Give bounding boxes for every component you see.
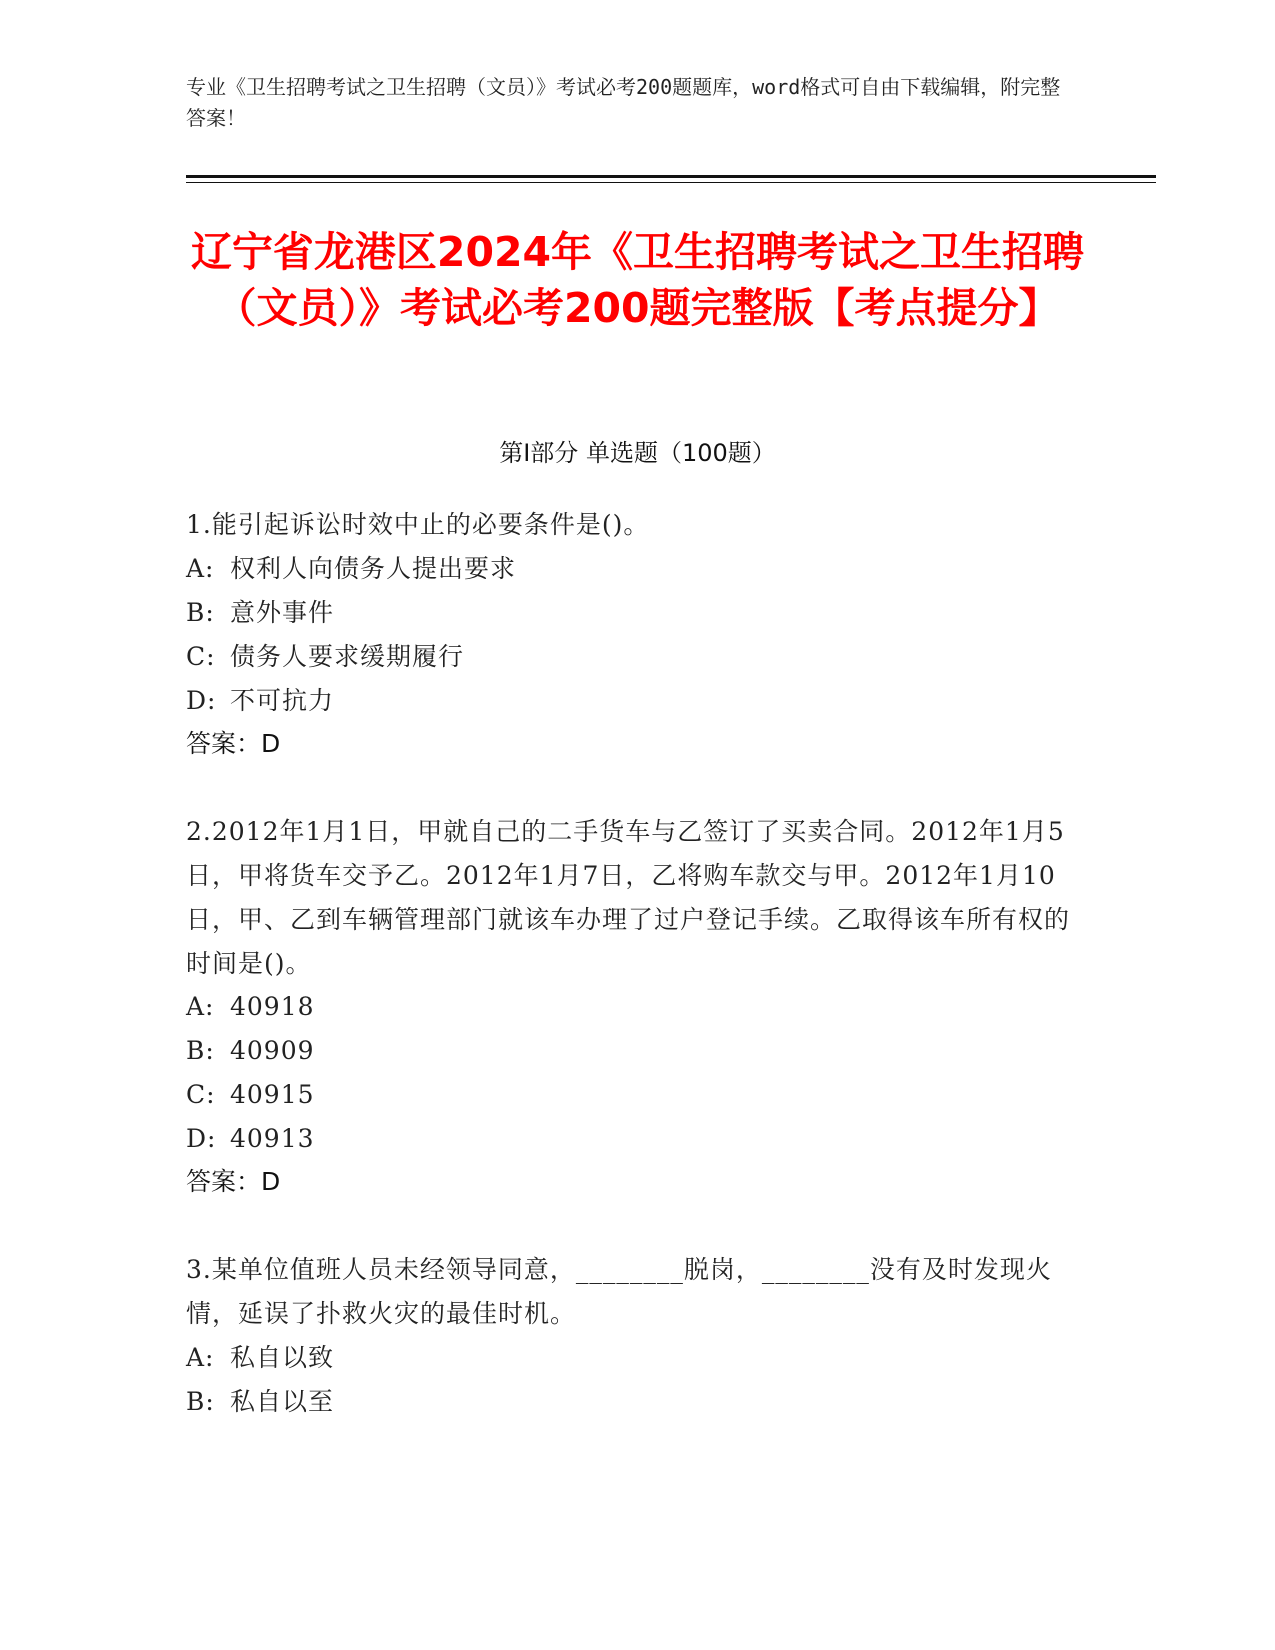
option-text: 私自以至 (230, 1387, 335, 1416)
question-1-option-c (186, 635, 1066, 679)
option-key: B: (186, 598, 215, 627)
option-key: C: (186, 642, 216, 671)
question-1-option-d (186, 679, 1066, 723)
question-3-option-b (186, 1380, 1066, 1424)
question-2-option-c (186, 1073, 1066, 1117)
option-key: D: (186, 686, 217, 715)
header-divider-thin (186, 182, 1156, 183)
header-note: 专业《卫生招聘考试之卫生招聘（文员）》考试必考200题题库，word格式可自由下载编辑，附完整答案！ (186, 75, 1061, 130)
option-key: A: (186, 554, 215, 583)
option-text: 意外事件 (230, 598, 335, 627)
question-1-answer: 答案：D (186, 729, 281, 758)
section-title: 第I部分 单选题（100题） (499, 439, 776, 467)
question-1-text: 1.能引起诉讼时效中止的必要条件是()。 (186, 510, 650, 539)
option-text: 40909 (230, 1036, 315, 1065)
option-text: 不可抗力 (230, 686, 335, 715)
question-2-option-a (186, 985, 1066, 1029)
option-key: C: (186, 1080, 216, 1109)
option-key: A: (186, 1343, 215, 1372)
question-3-text: 3.某单位值班人员未经领导同意，________脱岗，________没有及时发现火情，延误了扑救火灾的最佳时机。 (186, 1255, 1052, 1328)
option-text: 私自以致 (230, 1343, 335, 1372)
question-2-answer: 答案：D (186, 1167, 281, 1196)
question-2-option-b (186, 1029, 1066, 1073)
header-divider-thick (186, 175, 1156, 178)
question-1-option-a (186, 547, 1066, 591)
document-title: 辽宁省龙港区2024年《卫生招聘考试之卫生招聘（文员）》考试必考200题完整版【考点提分】 (190, 228, 1085, 332)
option-text: 权利人向债务人提出要求 (230, 554, 517, 583)
option-text: 40913 (230, 1124, 315, 1153)
option-key: B: (186, 1387, 215, 1416)
question-1-option-b (186, 591, 1066, 635)
option-text: 债务人要求缓期履行 (230, 642, 465, 671)
option-key: D: (186, 1124, 217, 1153)
option-key: B: (186, 1036, 215, 1065)
question-2-text: 2.2012年1月1日，甲就自己的二手货车与乙签订了买卖合同。2012年1月5日，甲将货车交予乙。2012年1月7日，乙将购车款交与甲。2012年1月10日，甲、乙到车辆管理部门就该车办理了过户登记手续。乙取得该车所有权的时间是()。 (186, 817, 1071, 978)
question-2-option-d (186, 1117, 1066, 1161)
option-text: 40915 (230, 1080, 315, 1109)
question-3-option-a (186, 1336, 1066, 1380)
option-text: 40918 (230, 992, 315, 1021)
option-key: A: (186, 992, 215, 1021)
